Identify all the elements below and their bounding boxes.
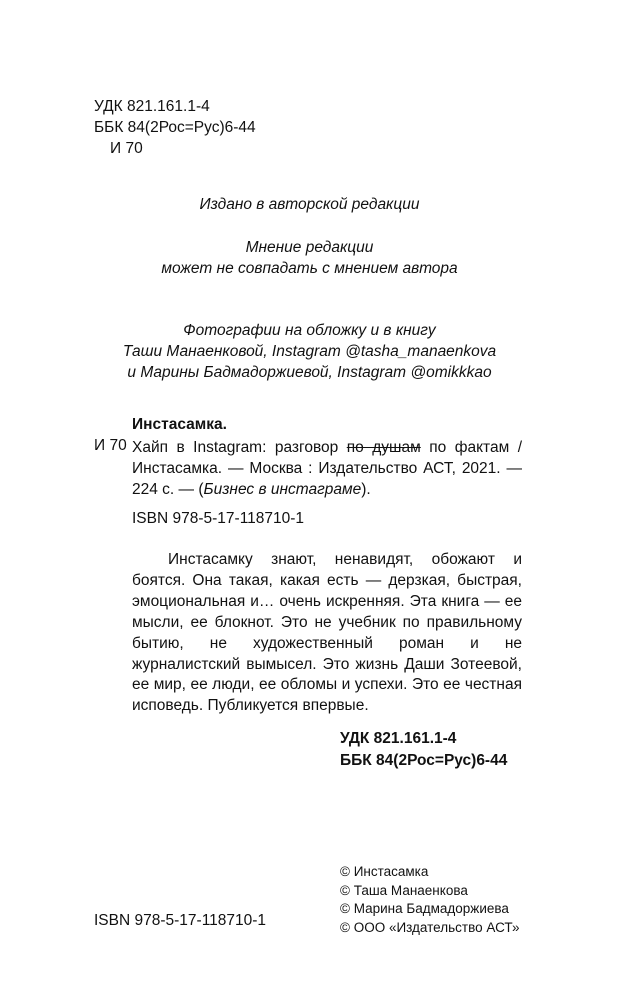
copyright-line: © ООО «Издательство АСТ» xyxy=(340,919,520,935)
copyright-line: © Марина Бадмадоржиева xyxy=(340,901,509,916)
bottom-udk: УДК 821.161.1-4 xyxy=(340,730,457,747)
udk-code: УДК 821.161.1-4 xyxy=(94,98,210,115)
opinion-line-2: может не совпадать с мнением автора xyxy=(161,260,458,277)
bib-series-end: ). xyxy=(361,481,371,498)
bib-title-struck: по душам xyxy=(346,439,421,456)
copyright-list xyxy=(340,863,520,937)
copyright-line: © Таша Манаенкова xyxy=(340,882,468,898)
photo-credits-line-1: Фотографии на обложку и в книгу xyxy=(183,322,436,339)
edition-note xyxy=(0,194,619,215)
bib-title-start: Хайп в Instagram: разговор xyxy=(132,439,347,456)
bib-description xyxy=(132,437,522,500)
bottom-bbk: ББК 84(2Рос=Рус)6-44 xyxy=(340,752,508,769)
bib-isbn: ISBN 978-5-17-118710-1 xyxy=(132,510,305,527)
photo-credits xyxy=(0,320,619,383)
classification-codes xyxy=(94,96,256,159)
bib-series: Бизнес в инстаграме xyxy=(203,481,362,498)
author-mark: И 70 xyxy=(110,140,143,157)
bib-author: Инстасамка. xyxy=(132,416,227,433)
photo-credits-line-3: и Марины Бадмадоржиевой, Instagram @omikkkao xyxy=(127,364,492,381)
abstract-text: Инстасамку знают, ненавидят, обожают и боятся. Она такая, какая есть — дерзкая, быстрая, эмоциональная и… очень искренняя. Эта книга — ее мысли, ее блокнот. Это не учебник по правильному бытию, не художественный роман и не журналистский вымысел. Это жизнь Даши Зотеевой, ее мир, ее люди, ее обломы и успехи. Это ее честная исповедь. Публикуется впервые. xyxy=(132,551,522,715)
bottom-codes xyxy=(340,728,507,772)
isbn-footer: ISBN 978-5-17-118710-1 xyxy=(94,912,267,929)
bib-title-end: по фактам / Инстасамка. — Москва : Издательство АСТ, 2021. — 224 с. — ( xyxy=(132,439,522,498)
photo-credits-line-2: Таши Манаенковой, Instagram @tasha_manaenkova xyxy=(122,343,497,360)
edition-note-text: Издано в авторской редакции xyxy=(199,196,420,213)
copyright-line: © Инстасамка xyxy=(340,864,429,879)
bib-author-mark: И 70 xyxy=(94,437,127,454)
opinion-disclaimer xyxy=(0,237,619,279)
bbk-code: ББК 84(2Рос=Рус)6-44 xyxy=(94,119,256,136)
opinion-line-1: Мнение редакции xyxy=(245,239,374,256)
